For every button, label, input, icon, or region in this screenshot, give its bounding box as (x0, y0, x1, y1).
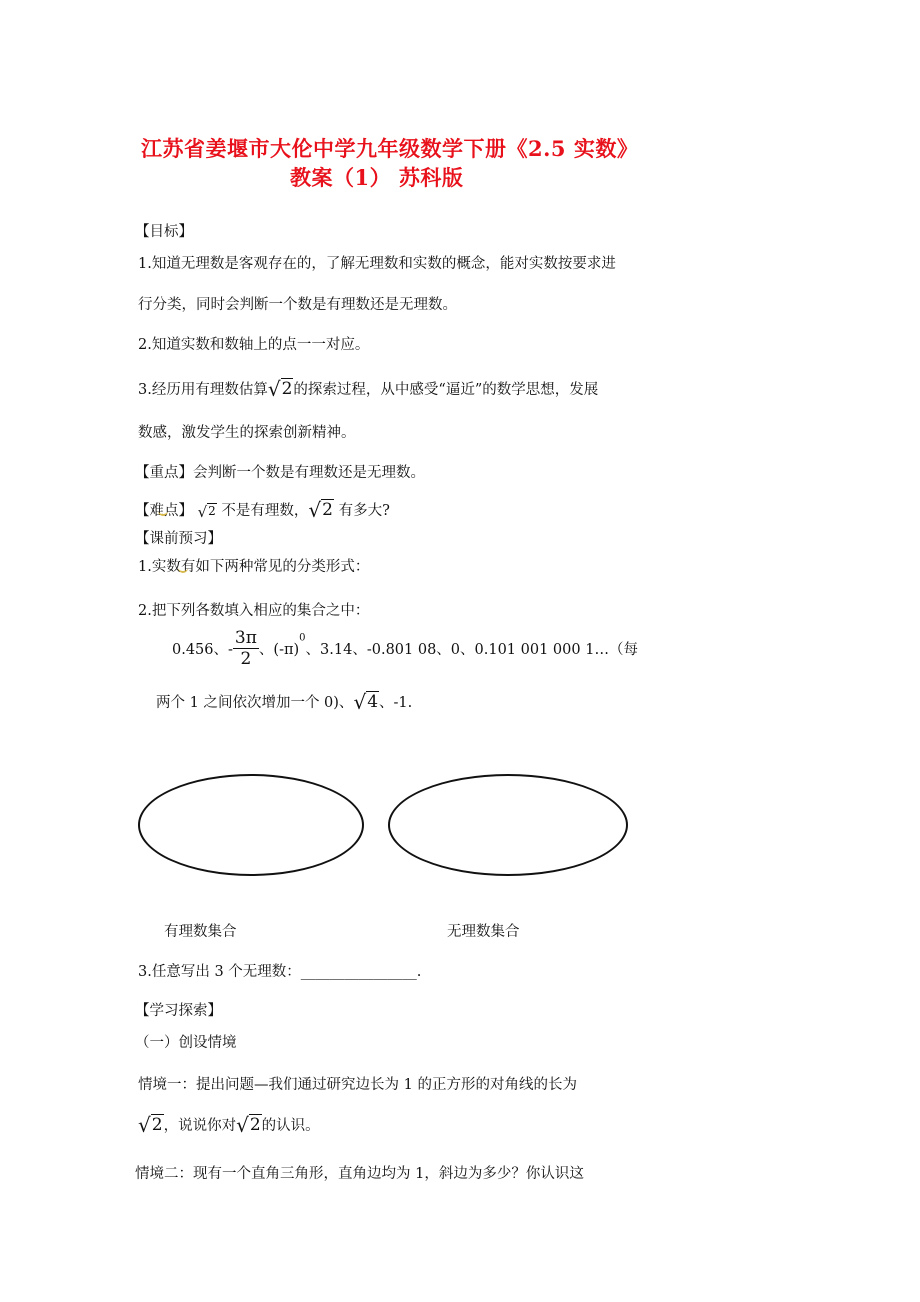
goal-3-line-b: 数感，激发学生的探索创新精神。 (138, 425, 356, 441)
explore-sub-1: （一）创设情境 (135, 1035, 237, 1051)
difficulty-mid: 不是有理数， (221, 503, 309, 519)
preview-heading: 【课前预习】 (135, 531, 222, 547)
goal-2: 2.知道实数和数轴上的点一一对应。 (138, 337, 370, 353)
fraction-3pi-over-2: $\frac{3\pi}{2}$ (234, 628, 257, 669)
irrational-set-label: 无理数集合 (447, 924, 520, 940)
preview-item-2: 2.把下列各数填入相应的集合之中： (138, 603, 370, 619)
doc-title-line1: 江苏省姜堰市大伦中学九年级数学下册《2.5 实数》 (141, 136, 639, 161)
list2-part-b: 、-1. (379, 695, 413, 711)
number-list-line1 (172, 628, 638, 669)
preview-item-3: 3.任意写出 3 个无理数：________________. (138, 964, 422, 980)
goal-1-line-a: 1.知道无理数是客观存在的，了解无理数和实数的概念，能对实数按要求进 (138, 256, 616, 272)
goal-3-line-a (138, 377, 598, 401)
key-label: 【重点】 (135, 465, 193, 481)
irrational-set-ellipse (388, 774, 628, 876)
list-part-b: 、(-π) (258, 642, 300, 658)
key-point (135, 461, 425, 482)
sqrt-2-expression: √2 (236, 1113, 261, 1137)
doc-title-line2: 教案（1） 苏科版 (290, 165, 464, 190)
explore-heading: 【学习探索】 (135, 1003, 222, 1019)
sqrt-4-expression: √4 (353, 690, 379, 714)
sqrt-2-expression: √2 (308, 498, 333, 522)
scenario-1-line-b (138, 1113, 320, 1137)
scenario-1-mid: ，说说你对 (163, 1118, 237, 1134)
difficulty (135, 498, 390, 522)
list-part-a: 0.456、- (172, 642, 233, 658)
list-superscript: 0 (299, 632, 306, 644)
sqrt-2-expression: √2 (267, 377, 293, 401)
number-list-line2 (156, 690, 412, 714)
sqrt-2-small: √2 (197, 503, 216, 521)
rational-set-label: 有理数集合 (164, 924, 237, 940)
key-text: 会判断一个数是有理数还是无理数。 (193, 465, 425, 481)
difficulty-label: 【难点】 (135, 503, 193, 519)
goal-1-line-b: 行分类，同时会判断一个数是有理数还是无理数。 (138, 297, 457, 313)
goal-3-post: 的探索过程，从中感受“逼近”的数学思想，发展 (293, 382, 599, 398)
sqrt-2-expression: √2 (138, 1113, 163, 1137)
rational-set-ellipse (138, 774, 364, 876)
goal-3-pre: 3.经历用有理数估算 (138, 382, 268, 398)
list2-part-a: 两个 1 之间依次增加一个 0)、 (156, 695, 354, 711)
scenario-2: 情境二：现有一个直角三角形，直角边均为 1，斜边为多少？你认识这 (135, 1166, 584, 1182)
scenario-1-line-a: 情境一：提出问题—我们通过研究边长为 1 的正方形的对角线的长为 (138, 1077, 577, 1093)
goals-heading: 【目标】 (135, 224, 193, 240)
list-part-c: 、3.14、-0.801 08、0、0.101 001 000 1…（每 (305, 642, 638, 658)
difficulty-end: 有多大? (338, 503, 390, 519)
scenario-1-end: 的认识。 (261, 1118, 320, 1134)
preview-item-1: 1.实数有如下两种常见的分类形式： (138, 559, 370, 575)
